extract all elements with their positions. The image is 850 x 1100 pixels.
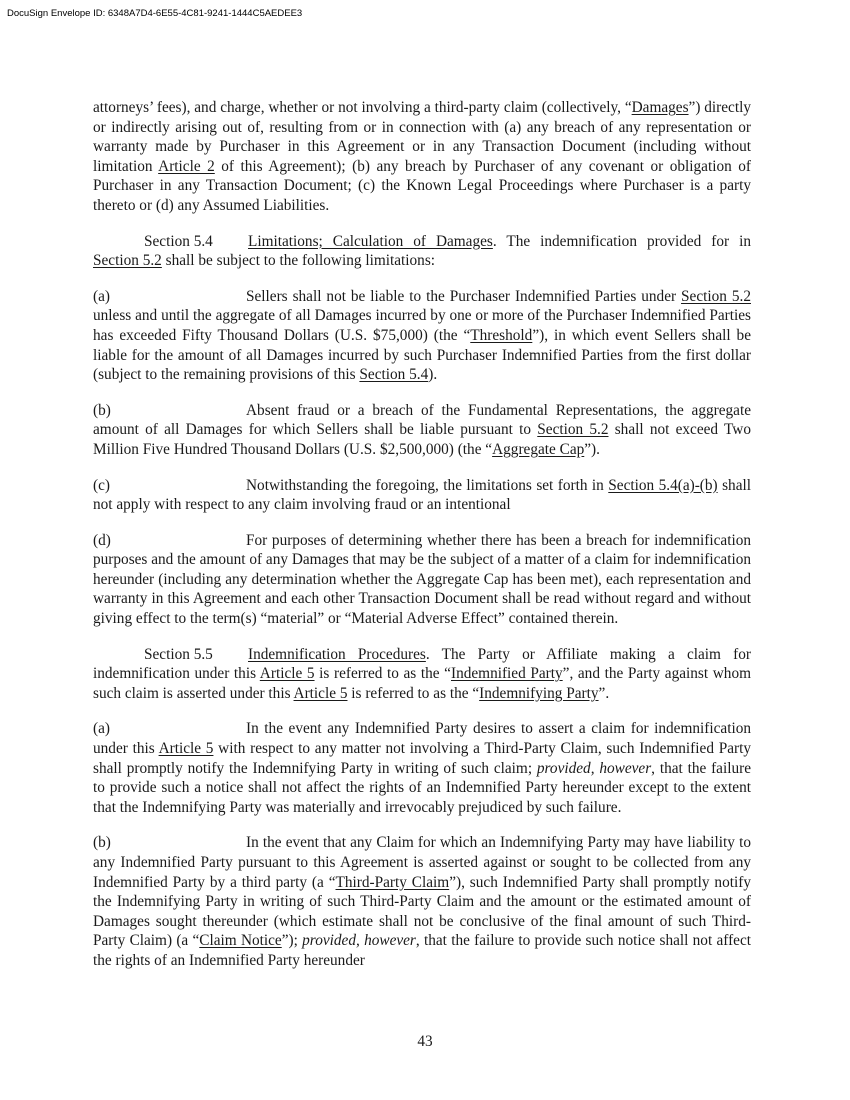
defined-term-aggregate-cap: Aggregate Cap xyxy=(492,440,585,458)
clause-5-4-c: (c) Notwithstanding the foregoing, the limitations set forth in Section 5.4(a)-(b) shall not apply with respect to any claim involving fraud or an intentional xyxy=(93,476,751,514)
defined-term-claim-notice: Claim Notice xyxy=(199,932,282,950)
cross-ref: Section 5.2 xyxy=(93,252,162,270)
defined-term-third-party-claim: Third-Party Claim xyxy=(335,873,450,891)
section-number: Section 5.5 xyxy=(144,645,213,663)
proviso: provided, however xyxy=(302,932,416,950)
proviso: provided, however xyxy=(536,759,652,777)
cross-ref: Article 5 xyxy=(259,665,315,683)
defined-term-indemnified-party: Indemnified Party xyxy=(450,665,563,683)
clause-5-4-a: (a) Sellers shall not be liable to the Purchaser Indemnified Parties under Section 5.2 unless and until the aggregate of all Damages incurred by one or more of the Purchaser Indemnified Parties has exceeded Fifty Thousand Dollars (U.S. $75,000) (the “Threshold”), in which event Sellers shall be liable for the amount of all Damages incurred by such Purchaser Indemnified Parties from the first dollar (subject to the remaining provisions of this Section 5.4). xyxy=(93,287,751,384)
clause-5-4-d: (d) For purposes of determining whether there has been a breach for indemnification purposes and the amount of any Damages that may be the subject of a matter of a claim for indemnification hereunder (including any determination whether the Aggregate Cap has been met), each representation and warranty in this Agreement and each other Transaction Document shall be read without regard and without giving effect to the term(s) “material” or “Material Adverse Effect” contained therein. xyxy=(93,531,751,628)
cross-ref: Section 5.2 xyxy=(537,421,609,439)
clause-label: (b) xyxy=(93,401,111,419)
paragraph-continuation: attorneys’ fees), and charge, whether or not involving a third-party claim (collectively, “Damages”) directly or indirectly arising out of, resulting from or in connection with (a) any breach of any representation or warranty made by Purchaser in this Agreement or in any Transaction Document (including without limitation Article 2 of this Agreement); (b) any breach by Purchaser of any covenant or obligation of Purchaser in any Transaction Document; (c) the Known Legal Proceedings where Purchaser is a party thereto or (d) any Assumed Liabilities. xyxy=(93,99,751,214)
clause-5-5-b: (b) In the event that any Claim for which an Indemnifying Party may have liability to any Indemnified Party pursuant to this Agreement is asserted against or sought to be collected from any Indemnified Party by a third party (a “Third-Party Claim”), such Indemnified Party shall promptly notify the Indemnifying Party in writing of such Third-Party Claim and the amount or the estimated amount of Damages sought thereunder (which estimate shall not be conclusive of the final amount of such Third-Party Claim) (a “Claim Notice”); provided, however, that the failure to provide such notice shall not affect the rights of an Indemnified Party hereunder xyxy=(93,834,752,969)
envelope-id: DocuSign Envelope ID: 6348A7D4-6E55-4C81-9241-1444C5AEDEE3 xyxy=(7,8,303,19)
cross-ref: Section 5.2 xyxy=(681,287,751,305)
clause-label: (b) xyxy=(93,834,111,852)
section-title: Limitations; Calculation of Damages xyxy=(248,232,493,250)
cross-ref: Section 5.4(a)-(b) xyxy=(608,476,718,494)
cross-ref: Article 5 xyxy=(158,740,214,758)
section-5-4-heading: Section 5.4 Limitations; Calculation of Damages. The indemnification provided for in Section 5.2 shall be subject to the following limitations: xyxy=(93,232,751,270)
cross-ref: Article 5 xyxy=(293,684,348,702)
section-5-5-heading: Section 5.5 Indemnification Procedures. The Party or Affiliate making a claim for indemnification under this Article 5 is referred to as the “Indemnified Party”, and the Party against whom such claim is asserted under this Article 5 is referred to as the “Indemnifying Party”. xyxy=(93,645,751,702)
defined-term-indemnifying-party: Indemnifying Party xyxy=(479,684,599,702)
defined-term-damages: Damages xyxy=(631,99,689,116)
cross-ref: Section 5.4 xyxy=(359,366,429,384)
defined-term-threshold: Threshold xyxy=(470,326,533,344)
section-title: Indemnification Procedures xyxy=(248,645,426,663)
clause-5-4-b: (b) Absent fraud or a breach of the Fundamental Representations, the aggregate amount of all Damages for which Sellers shall be liable pursuant to Section 5.2 shall not exceed Two Million Five Hundred Thousand Dollars (U.S. $2,500,000) (the “Aggregate Cap”). xyxy=(93,401,751,458)
document-body xyxy=(93,98,751,971)
clause-label: (a) xyxy=(93,287,110,305)
section-number: Section 5.4 xyxy=(144,232,213,250)
clause-label: (c) xyxy=(93,476,110,494)
clause-label: (a) xyxy=(93,720,110,738)
page-number: 43 xyxy=(417,1033,433,1050)
clause-label: (d) xyxy=(93,531,111,549)
cross-ref-article-2: Article 2 xyxy=(158,157,215,175)
clause-5-5-a: (a) In the event any Indemnified Party desires to assert a claim for indemnification under this Article 5 with respect to any matter not involving a Third-Party Claim, such Indemnified Party shall promptly notify the Indemnifying Party in writing of such claim; provided, however, that the failure to provide such a notice shall not affect the rights of an Indemnified Party hereunder except to the extent that the Indemnifying Party was materially and irrevocably prejudiced by such failure. xyxy=(93,720,752,816)
